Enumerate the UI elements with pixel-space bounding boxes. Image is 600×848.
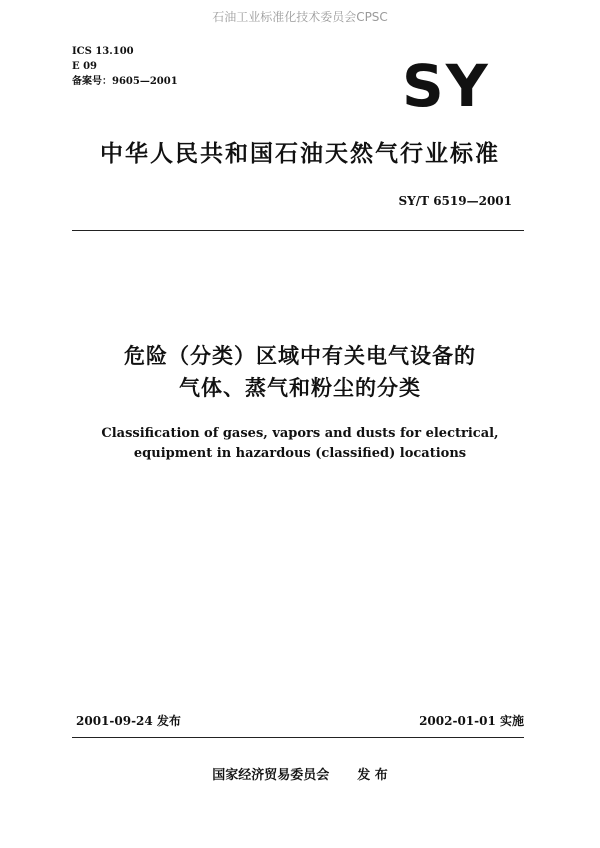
title-en-line-1: Classification of gases, vapors and dusts for electrical, — [101, 426, 499, 441]
watermark-text: 石油工业标准化技术委员会CPSC — [212, 10, 388, 24]
issue-date: 2001-09-24 发布 — [76, 714, 181, 728]
sy-logo: SY — [402, 52, 490, 120]
publisher-action: 发 布 — [357, 768, 388, 783]
title-en-line-2: equipment in hazardous (classified) locations — [133, 446, 467, 461]
publisher-line — [0, 764, 600, 783]
top-divider — [72, 230, 524, 231]
title-cn-line-2: 气体、蒸气和粉尘的分类 — [179, 376, 421, 400]
ics-code: ICS 13.100 — [72, 46, 134, 57]
bottom-divider — [72, 737, 524, 738]
standard-header-title: 中华人民共和国石油天然气行业标准 — [100, 141, 500, 167]
category-code: E 09 — [72, 61, 98, 72]
standard-number: SY/T 6519—2001 — [398, 194, 512, 208]
effective-date: 2002-01-01 实施 — [419, 714, 524, 728]
publisher-name: 国家经济贸易委员会 — [212, 768, 330, 783]
title-cn-line-1: 危险（分类）区域中有关电气设备的 — [124, 344, 476, 368]
filing-number: 备案号：9605—2001 — [72, 76, 178, 87]
